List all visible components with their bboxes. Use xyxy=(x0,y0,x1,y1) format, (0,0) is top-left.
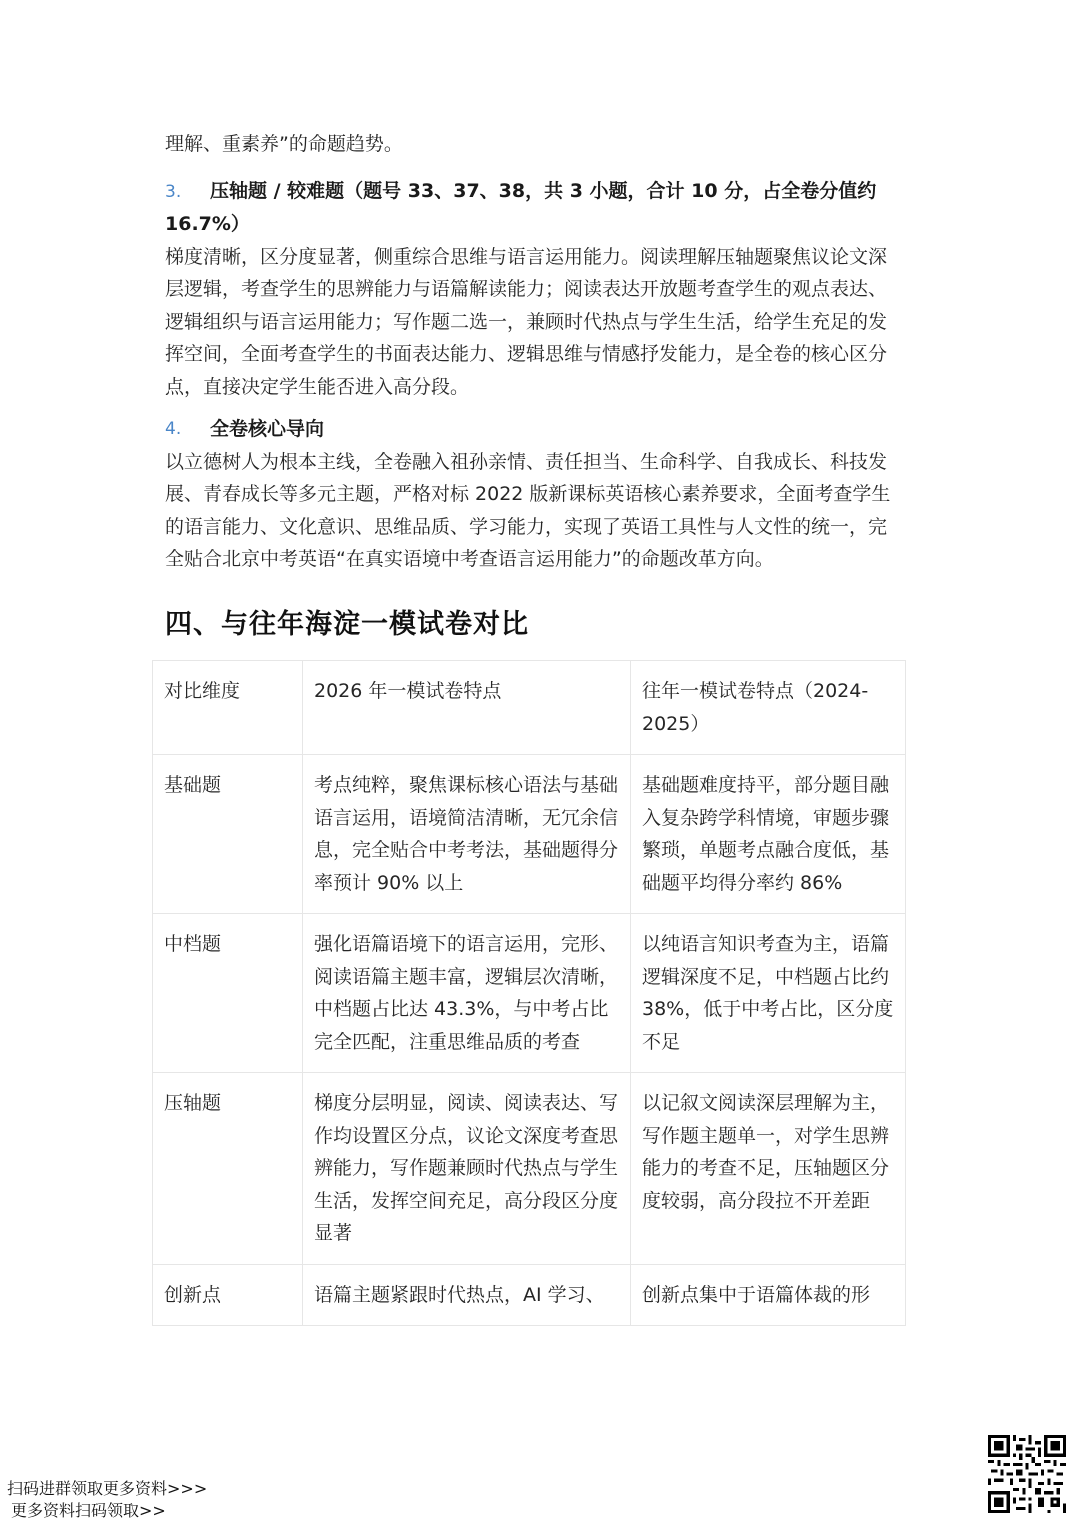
table-cell: 以纯语言知识考查为主，语篇逻辑深度不足，中档题占比约 38%，低于中考占比，区分度不足 xyxy=(631,914,906,1073)
table-cell: 以记叙文阅读深层理解为主，写作题主题单一，对学生思辨能力的考查不足，压轴题区分度较弱，高分段拉不开差距 xyxy=(631,1073,906,1265)
table-row xyxy=(153,1264,906,1326)
section-3-body: 梯度清晰，区分度显著，侧重综合思维与语言运用能力。阅读理解压轴题聚焦议论文深层逻辑，考查学生的思辨能力与语篇解读能力；阅读表达开放题考查学生的观点表达、逻辑组织与语言运用能力；写作题二选一，兼顾时代热点与学生生活，给学生充足的发挥空间，全面考查学生的书面表达能力、逻辑思维与情感抒发能力，是全卷的核心区分点，直接决定学生能否进入高分段。 xyxy=(165,245,888,398)
header-cell: 往年一模试卷特点（2024-2025） xyxy=(631,661,906,755)
comparison-table xyxy=(152,660,906,1326)
table-cell: 创新点集中于语篇体裁的形 xyxy=(631,1264,906,1326)
table-row xyxy=(153,914,906,1073)
section-4-title: 全卷核心导向 xyxy=(210,418,325,440)
table-row xyxy=(153,1073,906,1265)
table-cell: 创新点 xyxy=(153,1264,303,1326)
table-row xyxy=(153,755,906,914)
header-cell: 对比维度 xyxy=(153,661,303,755)
section-4-heading xyxy=(165,413,905,446)
table-cell: 强化语篇语境下的语言运用，完形、阅读语篇主题丰富，逻辑层次清晰，中档题占比达 43.3%，与中考占比完全匹配，注重思维品质的考查 xyxy=(303,914,631,1073)
table-cell: 语篇主题紧跟时代热点，AI 学习、 xyxy=(303,1264,631,1326)
section-4-body: 以立德树人为根本主线，全卷融入祖孙亲情、责任担当、生命科学、自我成长、科技发展、青春成长等多元主题，严格对标 2022 版新课标英语核心素养要求，全面考查学生的语言能力、文化意识、思维品质、学习能力，实现了英语工具性与人文性的统一，完全贴合北京中考英语“在真实语境中考查语言运用能力”的命题改革方向。 xyxy=(165,450,891,570)
footer-line-2[interactable]: 更多资料扫码领取>> xyxy=(11,1501,166,1520)
table-header-row xyxy=(153,661,906,755)
table-cell: 基础题难度持平，部分题目融入复杂跨学科情境，审题步骤繁琐，单题考点融合度低，基础题平均得分率约 86% xyxy=(631,755,906,914)
table-cell: 考点纯粹，聚焦课标核心语法与基础语言运用，语境简洁清晰，无冗余信息，完全贴合中考考法，基础题得分率预计 90% 以上 xyxy=(303,755,631,914)
comparison-heading: 四、与往年海淀一模试卷对比 xyxy=(165,609,529,640)
table-cell: 压轴题 xyxy=(153,1073,303,1265)
header-cell: 2026 年一模试卷特点 xyxy=(303,661,631,755)
section-3-title: 压轴题 / 较难题（题号 33、37、38，共 3 小题，合计 10 分，占全卷分值约 16.7%） xyxy=(165,179,877,235)
section-3-number: 3. xyxy=(165,181,182,202)
section-3-heading xyxy=(165,175,905,241)
section-4-number: 4. xyxy=(165,419,182,439)
intro-tail: 理解、重素养”的命题趋势。 xyxy=(165,133,403,155)
qr-code-icon[interactable] xyxy=(988,1435,1066,1513)
table-cell: 梯度分层明显，阅读、阅读表达、写作均设置区分点，议论文深度考查思辨能力，写作题兼顾时代热点与学生生活，发挥空间充足，高分段区分度显著 xyxy=(303,1073,631,1265)
article-body xyxy=(165,128,905,576)
table-cell: 中档题 xyxy=(153,914,303,1073)
table-cell: 基础题 xyxy=(153,755,303,914)
footer-line-1[interactable]: 扫码进群领取更多资料>>> xyxy=(7,1479,208,1498)
